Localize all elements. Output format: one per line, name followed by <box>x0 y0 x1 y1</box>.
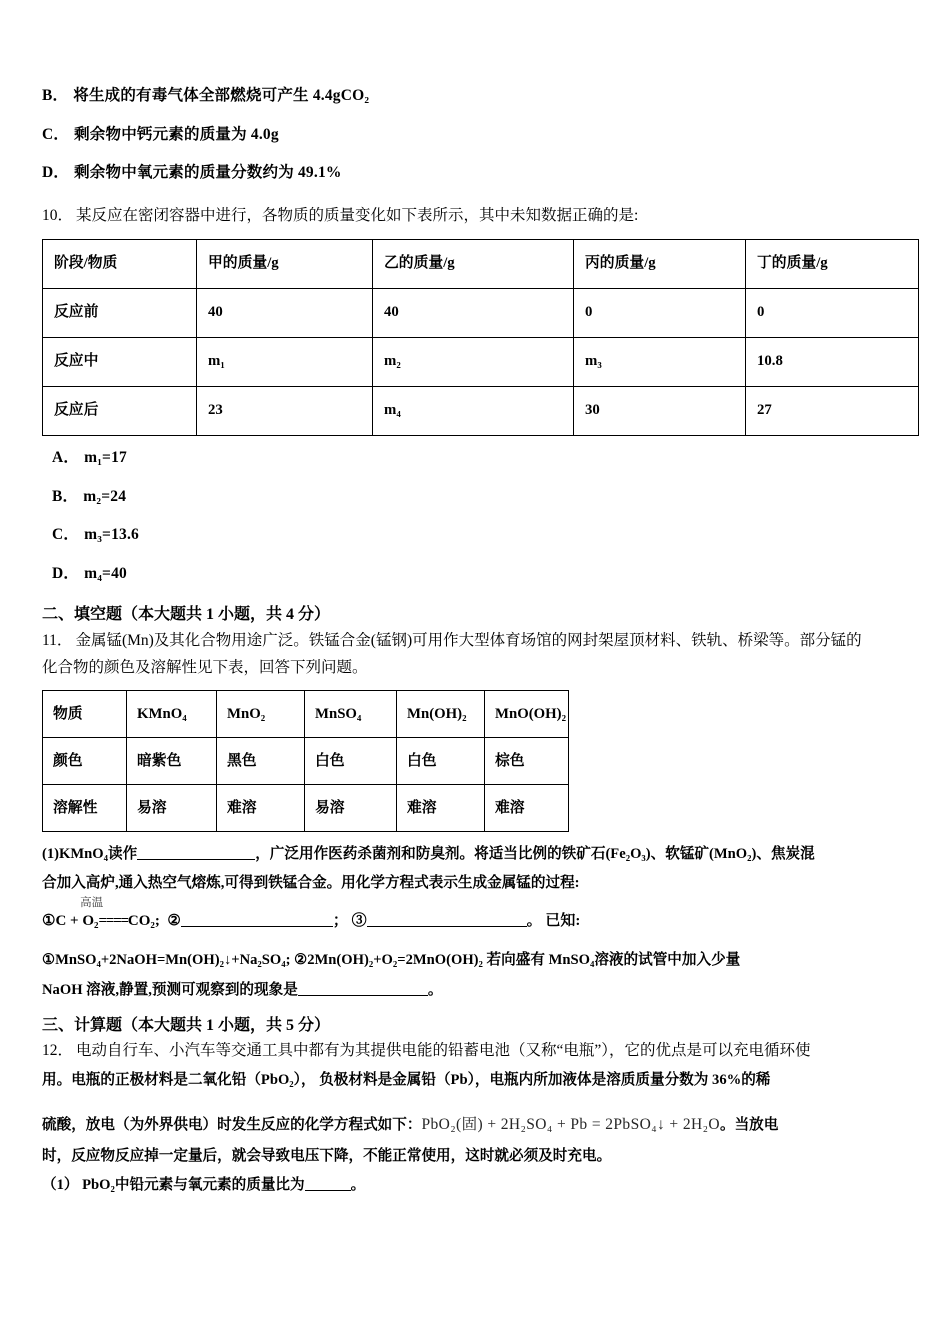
th-mnso4: MnSO₄ <box>305 691 397 738</box>
q12-line3-suffix: 。当放电 <box>719 1117 779 1134</box>
q10-choice-a <box>52 450 918 466</box>
eq-circle-3: ③ <box>351 913 367 930</box>
q12-line2: 用。电瓶的正极材料是二氧化铅（PbO₂）， 负极材料是金属铅（Pb），电瓶内所加液体是溶质质量分数为 36%的稀 <box>42 1072 771 1089</box>
q11-part1-prefix: (1)KMnO₄读作 <box>42 846 138 863</box>
q11-blank-4[interactable] <box>298 995 428 996</box>
cell-during-ding: 10.8 <box>746 338 919 387</box>
q9-choice-b-text: 将生成的有毒气体全部燃烧可产生 4.4gCO₂ <box>73 87 370 104</box>
section-2-heading: 二、填空题（本大题共 1 小题，共 4 分） <box>42 606 331 624</box>
q9-choice-d <box>42 165 918 181</box>
q10-choice-a-label: A． <box>52 449 80 467</box>
color-mnso4: 白色 <box>305 738 397 785</box>
question-11 <box>42 629 918 1005</box>
question-12 <box>42 1039 918 1200</box>
eq-separator: ； <box>332 913 348 930</box>
eq-products: CO₂; <box>127 913 160 930</box>
table-row <box>43 785 569 832</box>
eq-bar: ==== <box>98 913 128 930</box>
th-kmno4: KMnO₄ <box>127 691 217 738</box>
th-mno2: MnO₂ <box>217 691 305 738</box>
cell-after-jia: 23 <box>197 387 373 436</box>
eq-tail: 。 已知: <box>526 913 581 930</box>
solubility-mnooh2: 难溶 <box>485 785 569 832</box>
table-row <box>43 387 919 436</box>
q11-known-line2-suffix: 。 <box>427 981 443 998</box>
q12-line3-prefix: 硫酸，放电（为外界供电）时发生反应的化学方程式如下： <box>42 1117 422 1134</box>
q11-stem-line1 <box>42 629 918 654</box>
eq-circle-1: ① <box>42 913 56 930</box>
q11-blank-1[interactable] <box>137 859 255 860</box>
q9-choice-c <box>42 127 918 143</box>
q10-choice-a-text: m₁=17 <box>84 449 127 467</box>
q10-choice-c <box>52 527 918 543</box>
solubility-mno2: 难溶 <box>217 785 305 832</box>
th-bing: 丙的质量/g <box>574 240 746 289</box>
manganese-compound-table <box>42 690 569 832</box>
q11-equation-row <box>42 897 918 930</box>
q11-blank-2[interactable] <box>181 926 333 927</box>
color-mno2: 黑色 <box>217 738 305 785</box>
th-ding: 丁的质量/g <box>746 240 919 289</box>
cell-before-yi: 40 <box>373 289 574 338</box>
th-yi: 乙的质量/g <box>373 240 574 289</box>
q10-choice-c-text: m₃=13.6 <box>84 526 140 544</box>
q10-choice-b <box>52 489 918 505</box>
q11-number: 11． <box>42 631 73 649</box>
row-label-solubility: 溶解性 <box>43 785 127 832</box>
q12-part1-prefix: （1） PbO₂中铅元素与氧元素的质量比为 <box>42 1177 305 1194</box>
table-header-row <box>43 691 569 738</box>
color-mnooh2: 棕色 <box>485 738 569 785</box>
q10-choice-d <box>52 566 918 582</box>
th-mnoh2: Mn(OH)₂ <box>397 691 485 738</box>
q11-stem-line2: 化合物的颜色及溶解性见下表，回答下列问题。 <box>42 658 368 676</box>
eq-circle-2: ② <box>167 913 181 930</box>
q11-part1 <box>42 841 918 869</box>
reaction-condition-label: 高温 <box>80 897 104 910</box>
discharge-reaction-formula: PbO₂(固) + 2H₂SO₄ + Pb = 2PbSO₄↓ + 2H₂O <box>421 1116 720 1134</box>
q10-number: 10． <box>42 206 74 224</box>
q10-choice-d-label: D． <box>52 564 80 582</box>
table-row <box>43 289 919 338</box>
cell-during-jia: m₁ <box>197 338 373 387</box>
table-row <box>43 338 919 387</box>
solubility-mnso4: 易溶 <box>305 785 397 832</box>
q10-choice-b-label: B． <box>52 487 79 505</box>
th-stage: 阶段/物质 <box>43 240 197 289</box>
q10-choices <box>42 450 918 581</box>
row-label-after: 反应后 <box>43 387 197 436</box>
cell-before-bing: 0 <box>574 289 746 338</box>
q9-choice-c-label: C． <box>42 125 70 143</box>
th-mnooh2: MnO(OH)₂ <box>485 691 569 738</box>
q10-choice-c-label: C． <box>52 526 80 544</box>
row-label-color: 颜色 <box>43 738 127 785</box>
q12-part1 <box>42 1171 918 1200</box>
row-label-before: 反应前 <box>43 289 197 338</box>
q12-line3 <box>42 1109 918 1140</box>
q10-choice-d-text: m₄=40 <box>84 564 127 582</box>
section-3-heading: 三、计算题（本大题共 1 小题，共 5 分） <box>42 1016 331 1034</box>
q11-known-line2 <box>42 976 918 1005</box>
page-content <box>42 88 918 1200</box>
q12-line1-text: 电动自行车、小汽车等交通工具中都有为其提供电能的铅蓄电池（又称“电瓶”），它的优点是可以充电循环使 <box>76 1042 811 1060</box>
q12-line1 <box>42 1039 918 1064</box>
cell-before-jia: 40 <box>197 289 373 338</box>
cell-during-yi: m₂ <box>373 338 574 387</box>
solubility-mnoh2: 难溶 <box>397 785 485 832</box>
q11-known-line2-prefix: NaOH 溶液,静置,预测可观察到的现象是 <box>42 981 298 998</box>
th-jia: 甲的质量/g <box>197 240 373 289</box>
q12-part1-suffix: 。 <box>350 1177 366 1194</box>
q10-choice-b-text: m₂=24 <box>83 487 127 505</box>
q12-line4: 时，反应物反应掉一定量后，就会导致电压下降，不能正常使用，这时就必须及时充电。 <box>42 1147 612 1164</box>
q11-stem-text-1: 金属锰(Mn)及其化合物用途广泛。铁锰合金(锰钢)可用作大型体育场馆的网封架屋顶材料、铁轨、桥梁等。部分锰的 <box>75 631 862 649</box>
cell-after-ding: 27 <box>746 387 919 436</box>
cell-after-yi: m₄ <box>373 387 574 436</box>
q9-choices <box>42 88 918 181</box>
combustion-reaction <box>55 897 128 930</box>
q9-choice-b <box>42 88 918 104</box>
q10-stem <box>42 204 918 229</box>
color-kmno4: 暗紫色 <box>127 738 217 785</box>
q11-part1-mid: ，广泛用作医药杀菌剂和防臭剂。将适当比例的铁矿石(Fe₂O₃)、软锰矿(MnO₂)、焦炭混 <box>255 846 815 863</box>
mass-change-table <box>42 239 919 436</box>
cell-during-bing: m₃ <box>574 338 746 387</box>
q11-known-line1: ①MnSO₄+2NaOH=Mn(OH)₂↓+Na₂SO₄; ②2Mn(OH)₂+O₂=2MnO(OH)₂ 若向盛有 MnSO₄溶液的试管中加入少量 <box>42 952 741 969</box>
cell-before-ding: 0 <box>746 289 919 338</box>
q9-choice-c-text: 剩余物中钙元素的质量为 4.0g <box>74 125 279 143</box>
eq-reactants: C + O₂ <box>55 913 99 930</box>
q11-part1-line2: 合加入高炉,通入热空气熔炼,可得到铁锰合金。用化学方程式表示生成金属锰的过程: <box>42 875 580 892</box>
q9-choice-d-label: D． <box>42 164 70 181</box>
q11-blank-3[interactable] <box>367 926 527 927</box>
solubility-kmno4: 易溶 <box>127 785 217 832</box>
color-mnoh2: 白色 <box>397 738 485 785</box>
q9-choice-b-label: B． <box>42 87 69 104</box>
question-10 <box>42 204 918 582</box>
th-substance: 物质 <box>43 691 127 738</box>
table-row <box>43 738 569 785</box>
table-header-row <box>43 240 919 289</box>
cell-after-bing: 30 <box>574 387 746 436</box>
q12-number: 12． <box>42 1042 74 1060</box>
q10-stem-text: 某反应在密闭容器中进行，各物质的质量变化如下表所示，其中未知数据正确的是: <box>76 206 639 224</box>
q12-blank-1[interactable] <box>305 1190 351 1191</box>
row-label-during: 反应中 <box>43 338 197 387</box>
q9-choice-d-text: 剩余物中氧元素的质量分数约为 49.1% <box>74 164 342 181</box>
